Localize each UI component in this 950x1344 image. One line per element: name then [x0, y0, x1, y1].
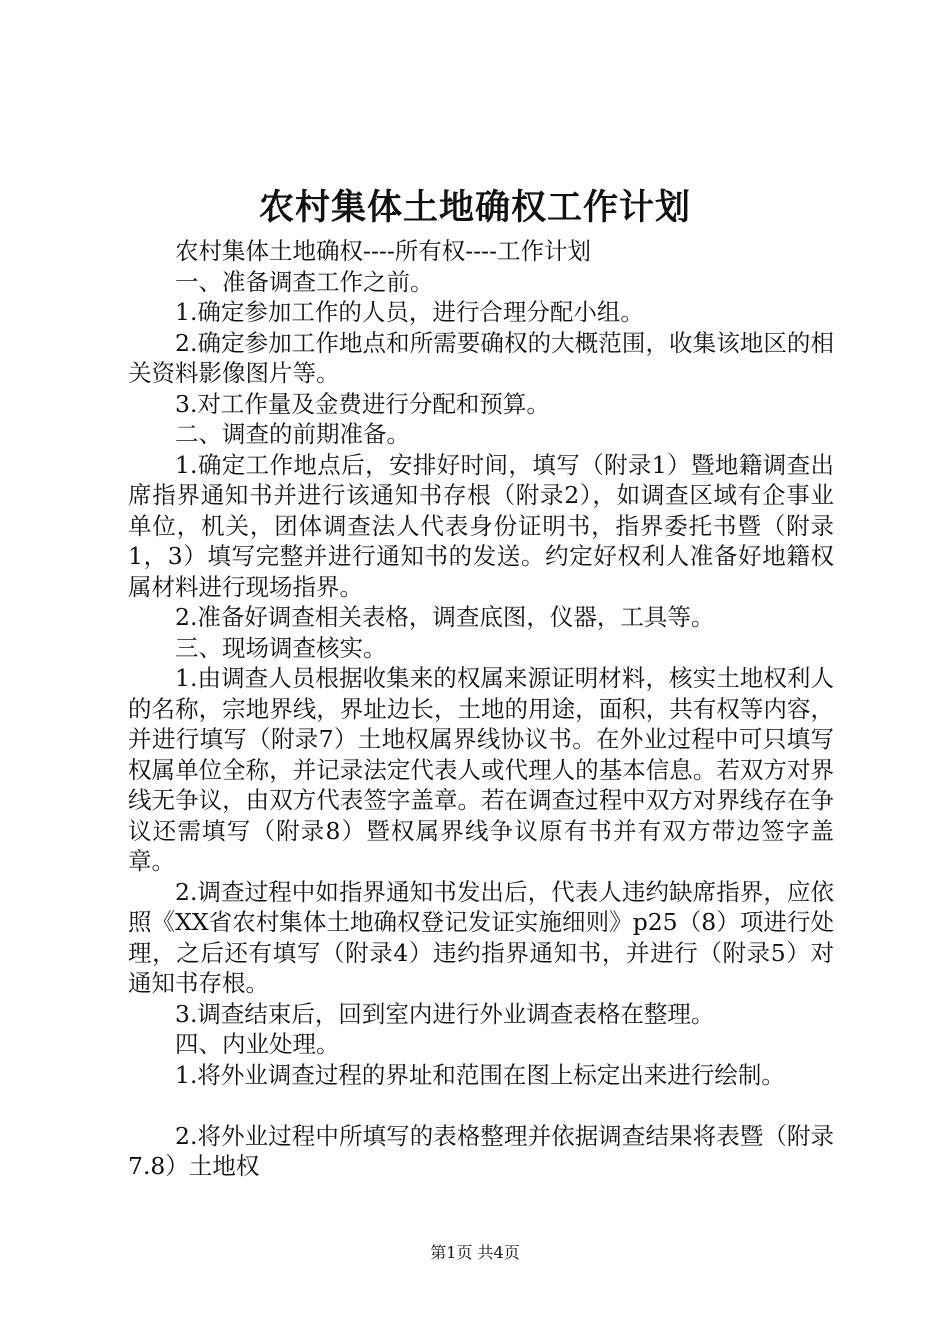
paragraph: 农村集体土地确权----所有权----工作计划: [175, 237, 592, 265]
paragraph: 2.确定参加工作地点和所需要确权的大概范围，收集该地区的相关资料影像图片等。: [128, 328, 834, 387]
document-title: 农村集体土地确权工作计划: [258, 188, 691, 228]
section-heading: 二、调查的前期准备。: [175, 420, 410, 448]
section-heading: 一、准备调查工作之前。: [175, 267, 434, 296]
section-heading: 四、内业处理。: [175, 1030, 340, 1058]
paragraph: 3.调查结束后，回到室内进行外业调查表格在整理。: [175, 999, 715, 1028]
paragraph: 1.将外业调查过程的界址和范围在图上标定出来进行绘制。: [175, 1060, 785, 1089]
paragraph: 1.由调查人员根据收集来的权属来源证明材料，核实土地权利人的名称，宗地界线，界址边长，土地的用途，面积，共有权等内容，并进行填写（附录7）土地权属界线协议书。在外业过程中可只填写权属单位全称，并记录法定代表人或代理人的基本信息。若双方对界线无争议，由双方代表签字盖章。若在调查过程中双方对界线存在争议还需填写（附录8）暨权属界线争议原有书并有双方带边签字盖章。: [128, 664, 834, 875]
paragraph: 3.对工作量及金费进行分配和预算。: [175, 389, 550, 418]
paragraph: 1.确定参加工作的人员，进行合理分配小组。: [175, 298, 644, 326]
paragraph: 1.确定工作地点后，安排好时间，填写（附录1）暨地籍调查出席指界通知书并进行该通知书存根（附录2），如调查区域有企事业单位，机关，团体调查法人代表身份证明书，指界委托书暨（附录1，3）填写完整并进行通知书的发送。约定好权利人准备好地籍权属材料进行现场指界。: [128, 450, 834, 601]
paragraph: 2.调查过程中如指界通知书发出后，代表人违约缺席指界，应依照《XX省农村集体土地确权登记发证实施细则》p25（8）项进行处理，之后还有填写（附录4）违约指界通知书，并进行（附录5）对通知书存根。: [128, 877, 834, 997]
page-footer: 第1页 共4页: [430, 1243, 520, 1262]
document-body: [128, 236, 834, 1182]
paragraph: 2.准备好调查相关表格，调查底图，仪器，工具等。: [175, 603, 715, 631]
paragraph: 2.将外业过程中所填写的表格整理并依据调查结果将表暨（附录7.8）土地权: [128, 1121, 834, 1180]
section-heading: 三、现场调查核实。: [175, 633, 387, 662]
